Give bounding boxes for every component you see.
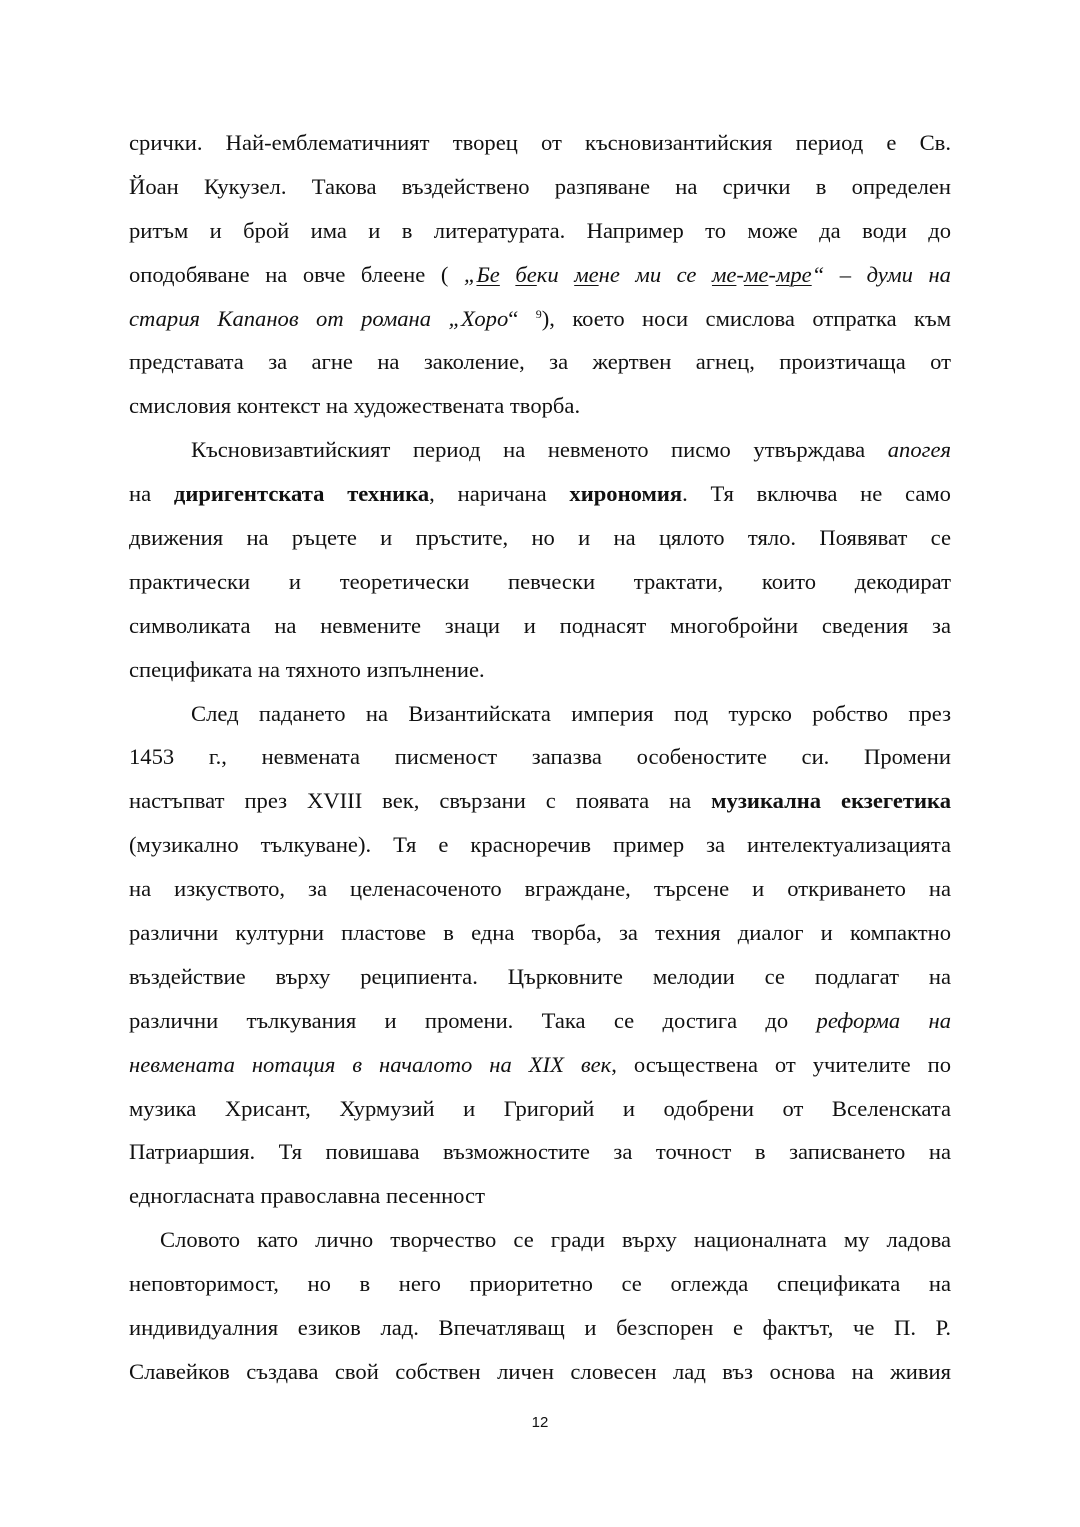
body-text	[129, 121, 951, 1394]
underlined-syllable: Бе	[476, 261, 500, 287]
text-run: ), което носи смислова отпратка към	[541, 305, 951, 331]
paragraph-4	[129, 1218, 951, 1394]
text-line: индивидуалния езиков лад. Впечатляващ и безспорен е фактът, че П. Р.	[129, 1315, 951, 1341]
bold-term: диригентската техника	[173, 481, 430, 507]
italic-text: апогея	[887, 437, 951, 463]
underlined-syllable: ме	[743, 261, 769, 287]
text-line	[129, 297, 951, 341]
text-line: настъпват през XVIII век, свързани с появата на музикална екзегетика	[129, 788, 951, 814]
text-line: смисловия контекст на художествената творба.	[129, 393, 581, 419]
underlined-syllable: бе	[515, 261, 537, 287]
text-line: спецификата на тяхното изпълнение.	[129, 656, 485, 682]
text-line: на изкуството, за целенасоченото вграждане, търсене и откриването на	[129, 876, 951, 902]
page-number: 12	[531, 1414, 549, 1431]
text-line: Словото като лично творчество се гради върху националната му ладова	[160, 1227, 951, 1253]
footnote-marker[interactable]: 9	[535, 306, 542, 321]
text-line	[129, 253, 951, 297]
text-line: движения на ръцете и пръстите, но и на цялото тяло. Появяват се	[129, 525, 951, 551]
text-line: неповторимост, но в него приоритетно се оглежда спецификата на	[129, 1271, 951, 1297]
italic-text: стария Капанов от романа „Хоро	[129, 305, 509, 331]
text-line: Йоан Кукузел. Такова въздействено разпяване на срички в определен	[129, 173, 951, 199]
text-line: едногласната православна песенност	[129, 1183, 485, 1209]
paragraph-1	[129, 121, 951, 428]
text-line: След падането на Византийската империя под турско робство през	[191, 700, 951, 726]
text-line: различни тълкувания и промени. Така се достига до реформа на	[129, 1007, 952, 1033]
underlined-syllable: ме	[574, 261, 599, 287]
text-line: представата за агне на заколение, за жертвен агнец, произтичаща от	[129, 349, 951, 375]
underlined-syllable: ме	[711, 261, 737, 287]
bold-term: хирономия	[569, 481, 683, 507]
text-line: срички. Най-емблематичният творец от късновизантийския период е Св.	[129, 130, 951, 155]
text-line: практически и теоретически певчески трактати, които декодират	[129, 568, 951, 594]
text-line: (музикално тълкуване). Тя е красноречив пример за интелектуализацията	[129, 832, 951, 858]
bold-term: музикална екзегетика	[711, 788, 951, 814]
text-line: на диригентската техника, наричана хирономия. Тя включва не само	[129, 481, 951, 507]
text-line: невмената нотация в началото на XIX век, осъществена от учителите по	[129, 1051, 951, 1077]
text-line: 1453 г., невмената писменост запазва особеностите си. Промени	[129, 744, 951, 770]
text-line: символиката на невмените знаци и поднасят многобройни сведения за	[129, 612, 951, 638]
italic-text: реформа на	[816, 1007, 952, 1033]
text-line: Късновизавтийският период на невменото писмо утвърждава апогея	[191, 437, 951, 463]
italic-quote: „Бе беки мене ми се ме-ме-мре“ – думи на	[463, 261, 951, 287]
underlined-syllable: мре	[775, 261, 812, 287]
text-line: въздействие върху реципиента. Църковните мелодии се подлагат на	[129, 963, 951, 989]
text-line: музика Хрисант, Хурмузий и Григорий и одобрени от Вселенската	[129, 1095, 951, 1121]
text-line: Славейков създава свой собствен личен словесен лад въз основа на живия	[129, 1358, 951, 1384]
paragraph-2	[129, 428, 951, 691]
paragraph-3	[129, 692, 951, 1219]
text-run: оподобяване на овче блеене (	[129, 261, 464, 287]
text-line: Патриаршия. Тя повишава възможностите за точност в записването на	[129, 1139, 951, 1165]
italic-text: невмената нотация в началото на XIX век	[129, 1051, 612, 1077]
text-run: “	[508, 305, 536, 331]
text-line: различни културни пластове в една творба, за техния диалог и компактно	[129, 920, 951, 946]
text-line: ритъм и брой има и в литературата. Например то може да води до	[129, 217, 951, 243]
